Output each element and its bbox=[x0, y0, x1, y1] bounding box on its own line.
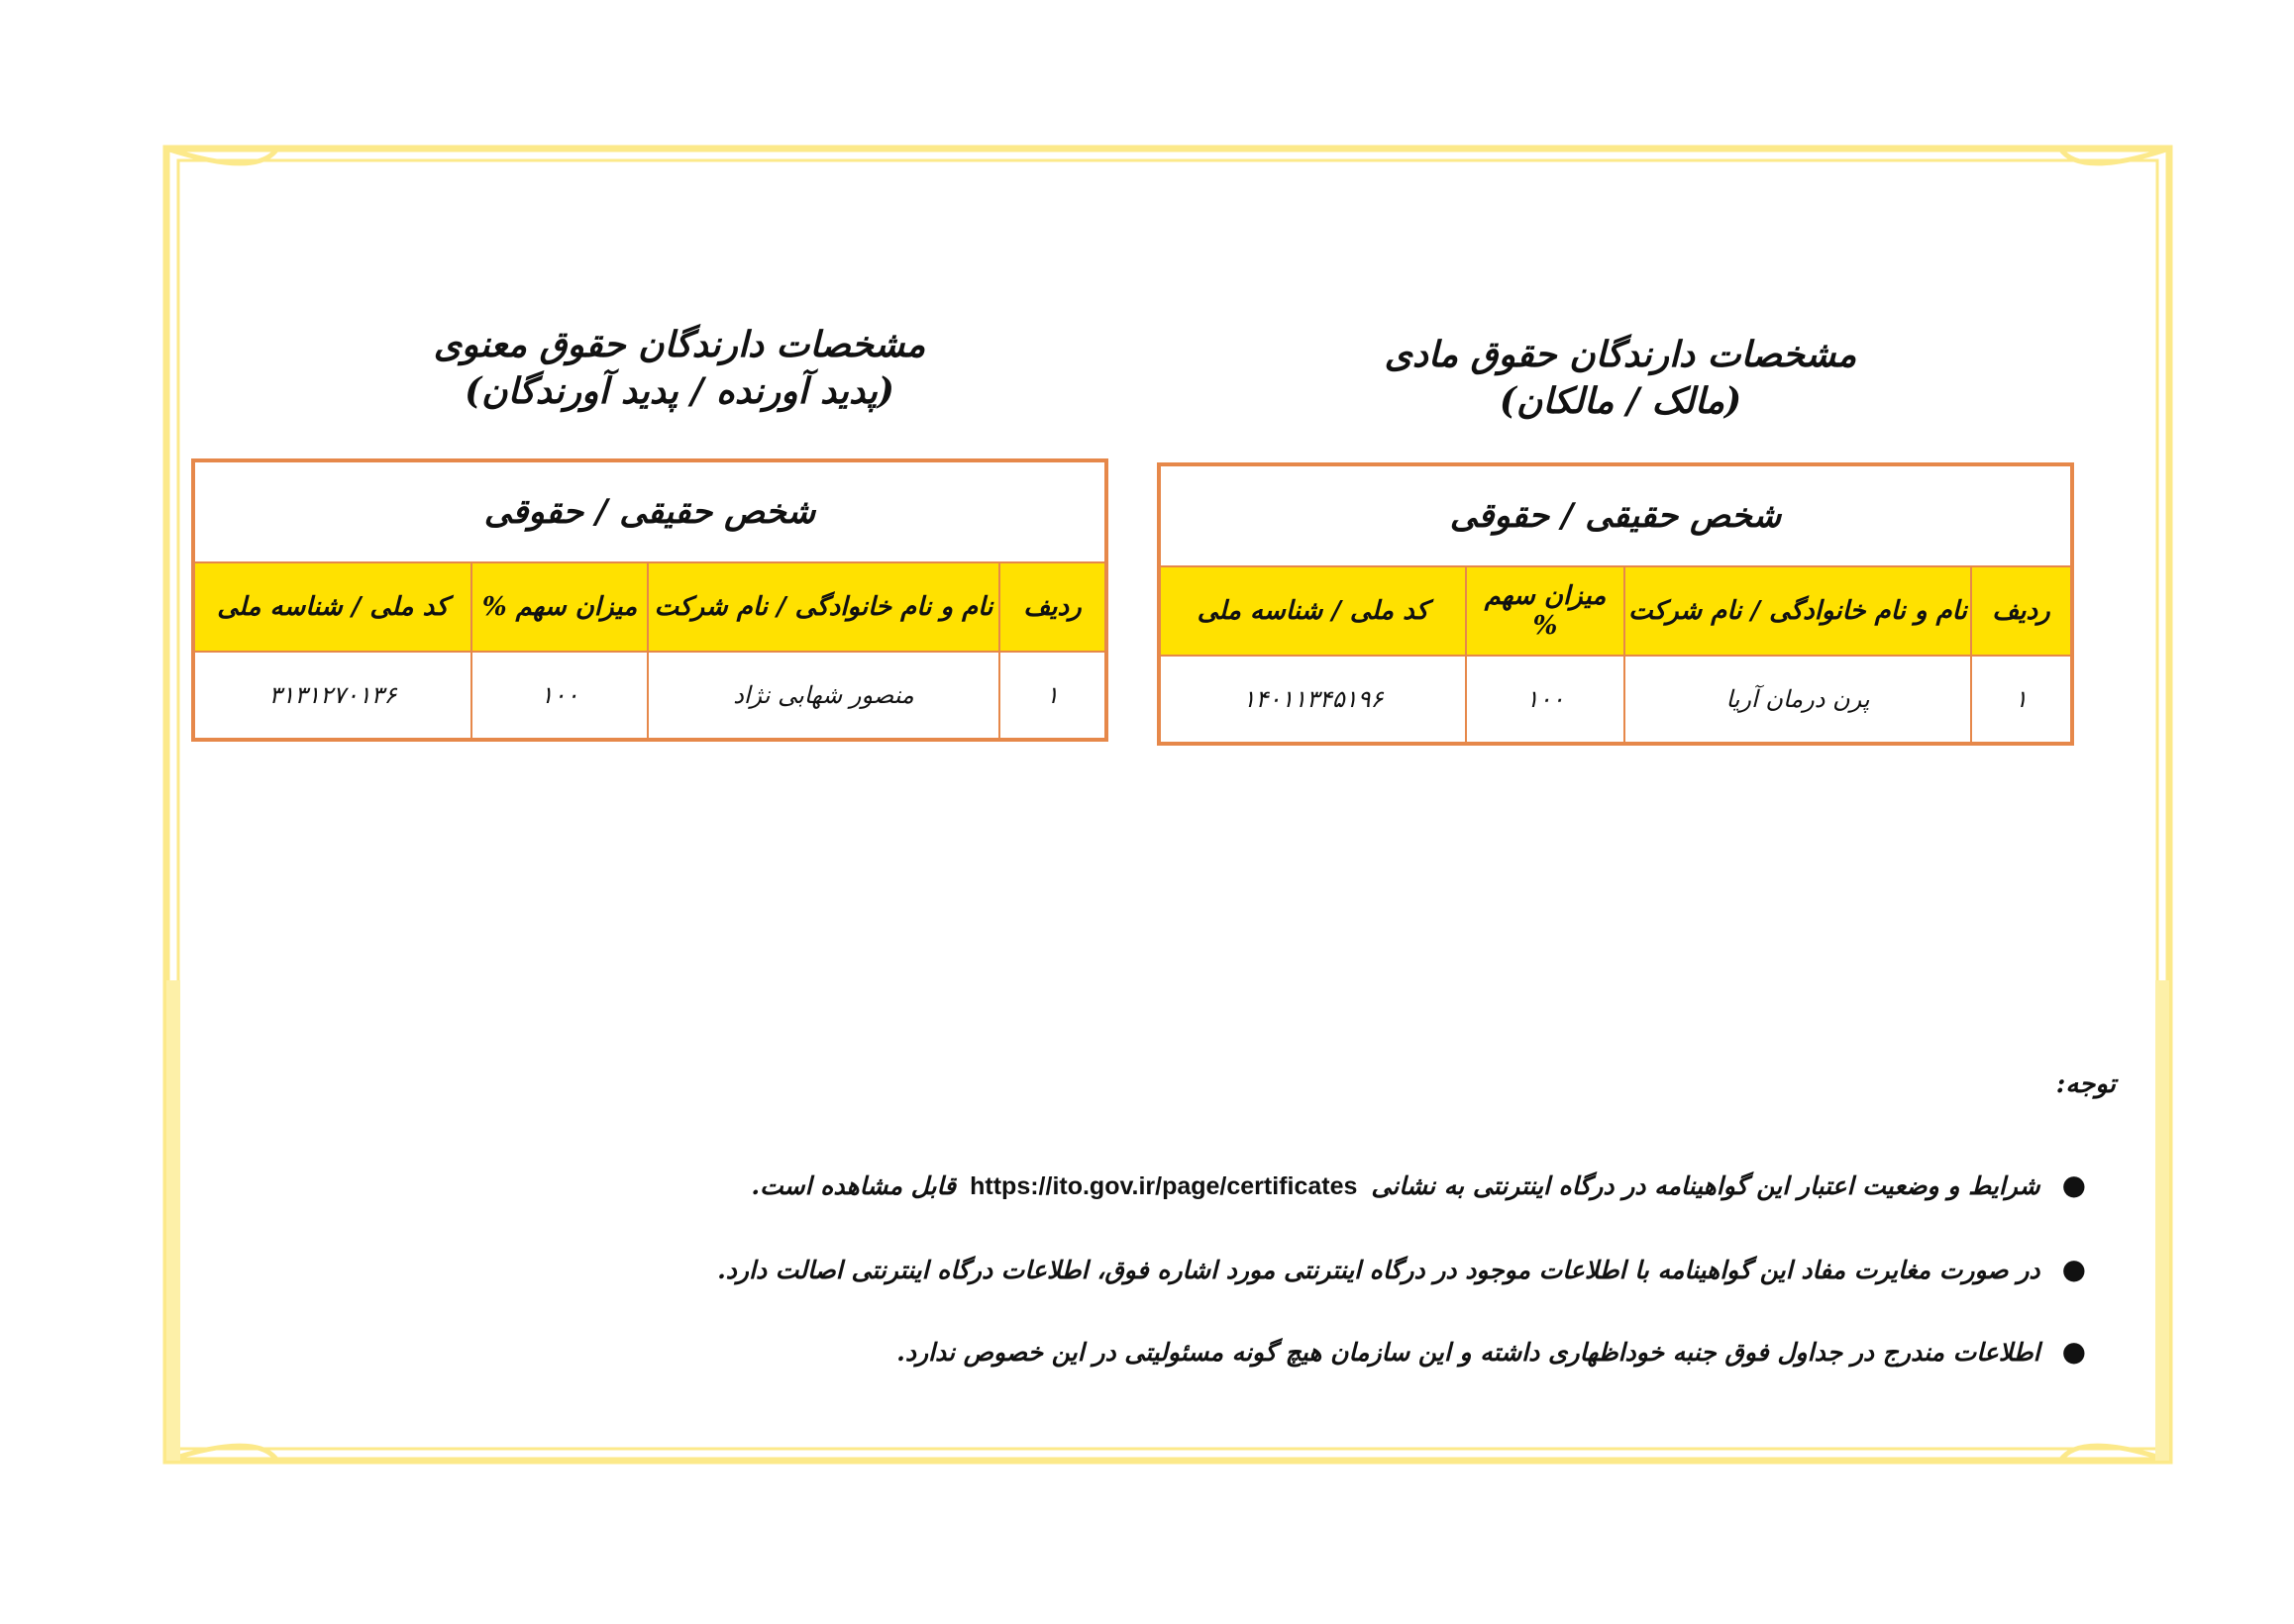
creator-share: ۱۰۰ bbox=[471, 652, 648, 740]
row-number: ۱ bbox=[999, 652, 1106, 740]
moral-rights-caption: شخص حقیقی / حقوقی bbox=[193, 460, 1106, 562]
note3-text: اطلاعات مندرج در جداول فوق جنبه خوداظهاری داشته و این سازمان هیچ گونه مسئولیتی در این خصوص ندارد. bbox=[896, 1338, 2040, 1367]
moral-rights-table bbox=[191, 458, 1108, 742]
note-item-1 bbox=[751, 1168, 2086, 1201]
moral-rights-title-line2: (پدید آورنده / پدید آورندگان) bbox=[465, 369, 894, 412]
table-row bbox=[193, 652, 1106, 740]
moral-col-share: میزان سهم % bbox=[471, 562, 648, 652]
bullet-icon: ● bbox=[2061, 1253, 2086, 1285]
notes-title: توجه: bbox=[2055, 1069, 2116, 1099]
table-row bbox=[1159, 656, 2072, 744]
note2-text: در صورت مغایرت مفاد این گواهینامه با اطلاعات موجود در درگاه اینترنتی مورد اشاره فوق، اطلاعات درگاه اینترنتی اصالت دارد. bbox=[717, 1256, 2040, 1284]
note1-after: قابل مشاهده است. bbox=[751, 1171, 957, 1200]
bullet-icon: ● bbox=[2061, 1335, 2086, 1368]
material-rights-table bbox=[1157, 462, 2074, 746]
material-rights-title bbox=[1274, 332, 1967, 425]
note1-before: شرایط و وضعیت اعتبار این گواهینامه در درگاه اینترنتی به نشانی bbox=[1371, 1171, 2040, 1200]
bullet-icon: ● bbox=[2061, 1168, 2086, 1201]
owner-share: ۱۰۰ bbox=[1466, 656, 1624, 744]
material-col-share: میزان سهم % bbox=[1466, 566, 1624, 656]
owner-national-id: ۱۴۰۱۱۳۴۵۱۹۶ bbox=[1159, 656, 1466, 744]
material-rights-title-line1: مشخصات دارندگان حقوق مادی bbox=[1384, 334, 1857, 375]
creator-name: منصور شهابی نژاد bbox=[648, 652, 999, 740]
creator-national-id: ۳۱۳۱۲۷۰۱۳۶ bbox=[193, 652, 471, 740]
moral-col-national-id: کد ملی / شناسه ملی bbox=[193, 562, 471, 652]
certificates-link[interactable]: https://ito.gov.ir/page/certificates bbox=[970, 1172, 1358, 1200]
moral-rights-title bbox=[323, 322, 1036, 415]
owner-name: پرن درمان آریا bbox=[1624, 656, 1971, 744]
material-rights-title-line2: (مالک / مالکان) bbox=[1499, 379, 1742, 422]
material-col-name: نام و نام خانوادگی / نام شرکت bbox=[1624, 566, 1971, 656]
note-item-2 bbox=[717, 1253, 2086, 1285]
row-number: ۱ bbox=[1971, 656, 2072, 744]
moral-col-row-no: ردیف bbox=[999, 562, 1106, 652]
moral-col-name: نام و نام خانوادگی / نام شرکت bbox=[648, 562, 999, 652]
material-rights-caption: شخص حقیقی / حقوقی bbox=[1159, 464, 2072, 566]
moral-rights-title-line1: مشخصات دارندگان حقوق معنوی bbox=[433, 324, 926, 365]
material-col-row-no: ردیف bbox=[1971, 566, 2072, 656]
note-item-3 bbox=[896, 1335, 2086, 1368]
notes-section bbox=[717, 1069, 2116, 1386]
material-col-national-id: کد ملی / شناسه ملی bbox=[1159, 566, 1466, 656]
